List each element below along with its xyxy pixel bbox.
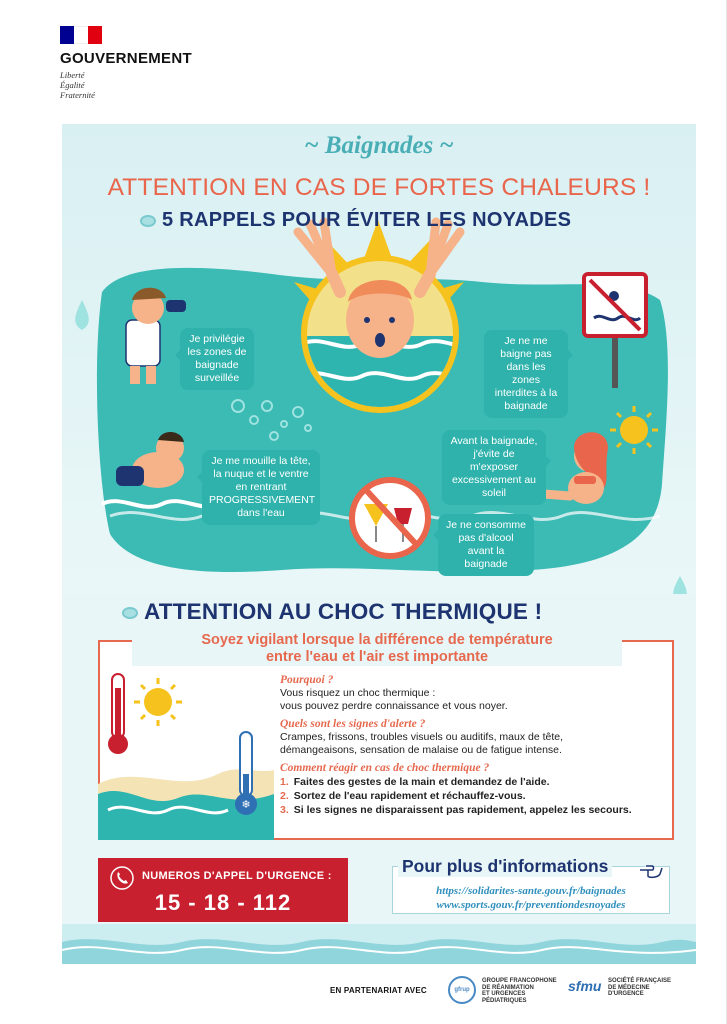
beach-thermometer-illustration xyxy=(98,664,274,840)
step-item xyxy=(280,804,670,817)
rappel-5: Je ne consomme pas d'alcool avant la baignade xyxy=(438,514,534,576)
svg-text:❄: ❄ xyxy=(241,798,251,811)
link-sports-gouv[interactable]: www.sports.gouv.fr/preventiondesnoyades xyxy=(436,899,626,911)
sfmu-logo-icon: sfmu xyxy=(568,978,602,994)
rappel-2: Je ne me baigne pas dans les zones interdites à la baignade xyxy=(484,330,568,418)
pointing-hand-icon xyxy=(638,860,664,880)
step-item xyxy=(280,790,670,803)
sfmu-name xyxy=(608,978,678,998)
gfrup-name xyxy=(482,978,562,1004)
motto xyxy=(60,70,192,100)
step-number: 1. xyxy=(280,776,289,788)
emergency-box xyxy=(98,858,348,922)
gfrup-line-1: GROUPE FRANCOPHONE xyxy=(482,978,557,984)
poster-subtitle: ~ Baignades ~ xyxy=(304,132,454,159)
more-info-links xyxy=(392,884,670,912)
choc-details xyxy=(280,674,670,817)
reagir-question: Comment réagir en cas de choc thermique ? xyxy=(280,762,490,774)
bubble-icon xyxy=(122,607,138,619)
signes-question: Quels sont les signes d'alerte ? xyxy=(280,718,426,730)
motto-liberte: Liberté xyxy=(60,70,85,80)
signes-answer-line-2: démangeaisons, sensation de malaise ou de fatigue intense. xyxy=(280,744,562,756)
more-info-title: Pour plus d'informations xyxy=(398,856,612,877)
choc-intro xyxy=(132,632,622,666)
pourquoi-answer-line-1: Vous risquez un choc thermique : xyxy=(280,687,436,699)
link-solidarites-sante[interactable]: https://solidarites-sante.gouv.fr/baignades xyxy=(436,885,626,897)
government-header xyxy=(60,26,192,100)
rappel-1: Je privilégie les zones de baignade surveillée xyxy=(180,328,254,390)
pourquoi-answer-line-2: vous pouvez perdre connaissance et vous noyer. xyxy=(280,700,508,712)
choc-title xyxy=(122,599,542,625)
step-text: Si les signes ne disparaissent pas rapidement, appelez les secours. xyxy=(293,804,632,816)
sfmu-line-3: D'URGENCE xyxy=(608,991,644,997)
choc-title-text: ATTENTION AU CHOC THERMIQUE ! xyxy=(144,599,543,624)
choc-intro-line-1: Soyez vigilant lorsque la différence de température xyxy=(201,632,553,648)
motto-fraternite: Fraternité xyxy=(60,90,95,100)
bottom-water-decoration xyxy=(62,924,696,964)
step-number: 2. xyxy=(280,790,289,802)
sfmu-line-2: DE MÉDECINE xyxy=(608,984,650,991)
reagir-steps xyxy=(280,776,670,817)
poster-title: ATTENTION EN CAS DE FORTES CHALEURS ! xyxy=(107,174,651,201)
gfrup-line-3: ET URGENCES xyxy=(482,991,526,997)
pourquoi-question: Pourquoi ? xyxy=(280,674,334,686)
droplet-icon xyxy=(673,576,687,594)
droplet-icon xyxy=(75,300,89,330)
poster-subtitle2-text: 5 RAPPELS POUR ÉVITER LES NOYADES xyxy=(162,209,572,231)
step-item xyxy=(280,776,670,789)
gfrup-line-2: DE RÉANIMATION xyxy=(482,984,534,991)
gfrup-logo-text: gfrup xyxy=(454,987,470,993)
step-text: Sortez de l'eau rapidement et réchauffez-vous. xyxy=(293,790,526,802)
gfrup-logo-icon xyxy=(448,976,476,1004)
bubble-icon xyxy=(140,215,156,227)
gfrup-line-4: PÉDIATRIQUES xyxy=(482,997,527,1004)
phone-icon xyxy=(110,866,134,890)
choc-intro-line-2: entre l'eau et l'air est importante xyxy=(265,649,489,665)
motto-egalite: Égalité xyxy=(60,80,85,90)
rappel-3: Je me mouille la tête, la nuque et le ventre en rentrant PROGRESSIVEMENT dans l'eau xyxy=(202,450,320,525)
partners-footer xyxy=(330,974,720,1010)
step-number: 3. xyxy=(280,804,289,816)
emergency-numbers: 15 - 18 - 112 xyxy=(154,890,292,915)
poster xyxy=(62,124,696,964)
rappel-4: Avant la baignade, j'évite de m'exposer excessivement au soleil xyxy=(442,430,546,505)
poster-subtitle2 xyxy=(140,209,571,232)
step-text: Faites des gestes de la main et demandez de l'aide. xyxy=(293,776,550,788)
sfmu-line-1: SOCIÉTÉ FRANÇAISE xyxy=(608,978,672,984)
partners-label: EN PARTENARIAT AVEC xyxy=(330,986,427,995)
emergency-label: NUMEROS D'APPEL D'URGENCE : xyxy=(142,870,332,882)
sun-icon xyxy=(134,678,182,726)
signes-answer-line-1: Crampes, frissons, troubles visuels ou auditifs, maux de tête, xyxy=(280,731,564,743)
french-flag-icon xyxy=(60,26,102,44)
no-alcohol-icon xyxy=(352,480,428,556)
hot-thermometer-icon xyxy=(108,674,128,754)
government-name: GOUVERNEMENT xyxy=(60,50,192,67)
